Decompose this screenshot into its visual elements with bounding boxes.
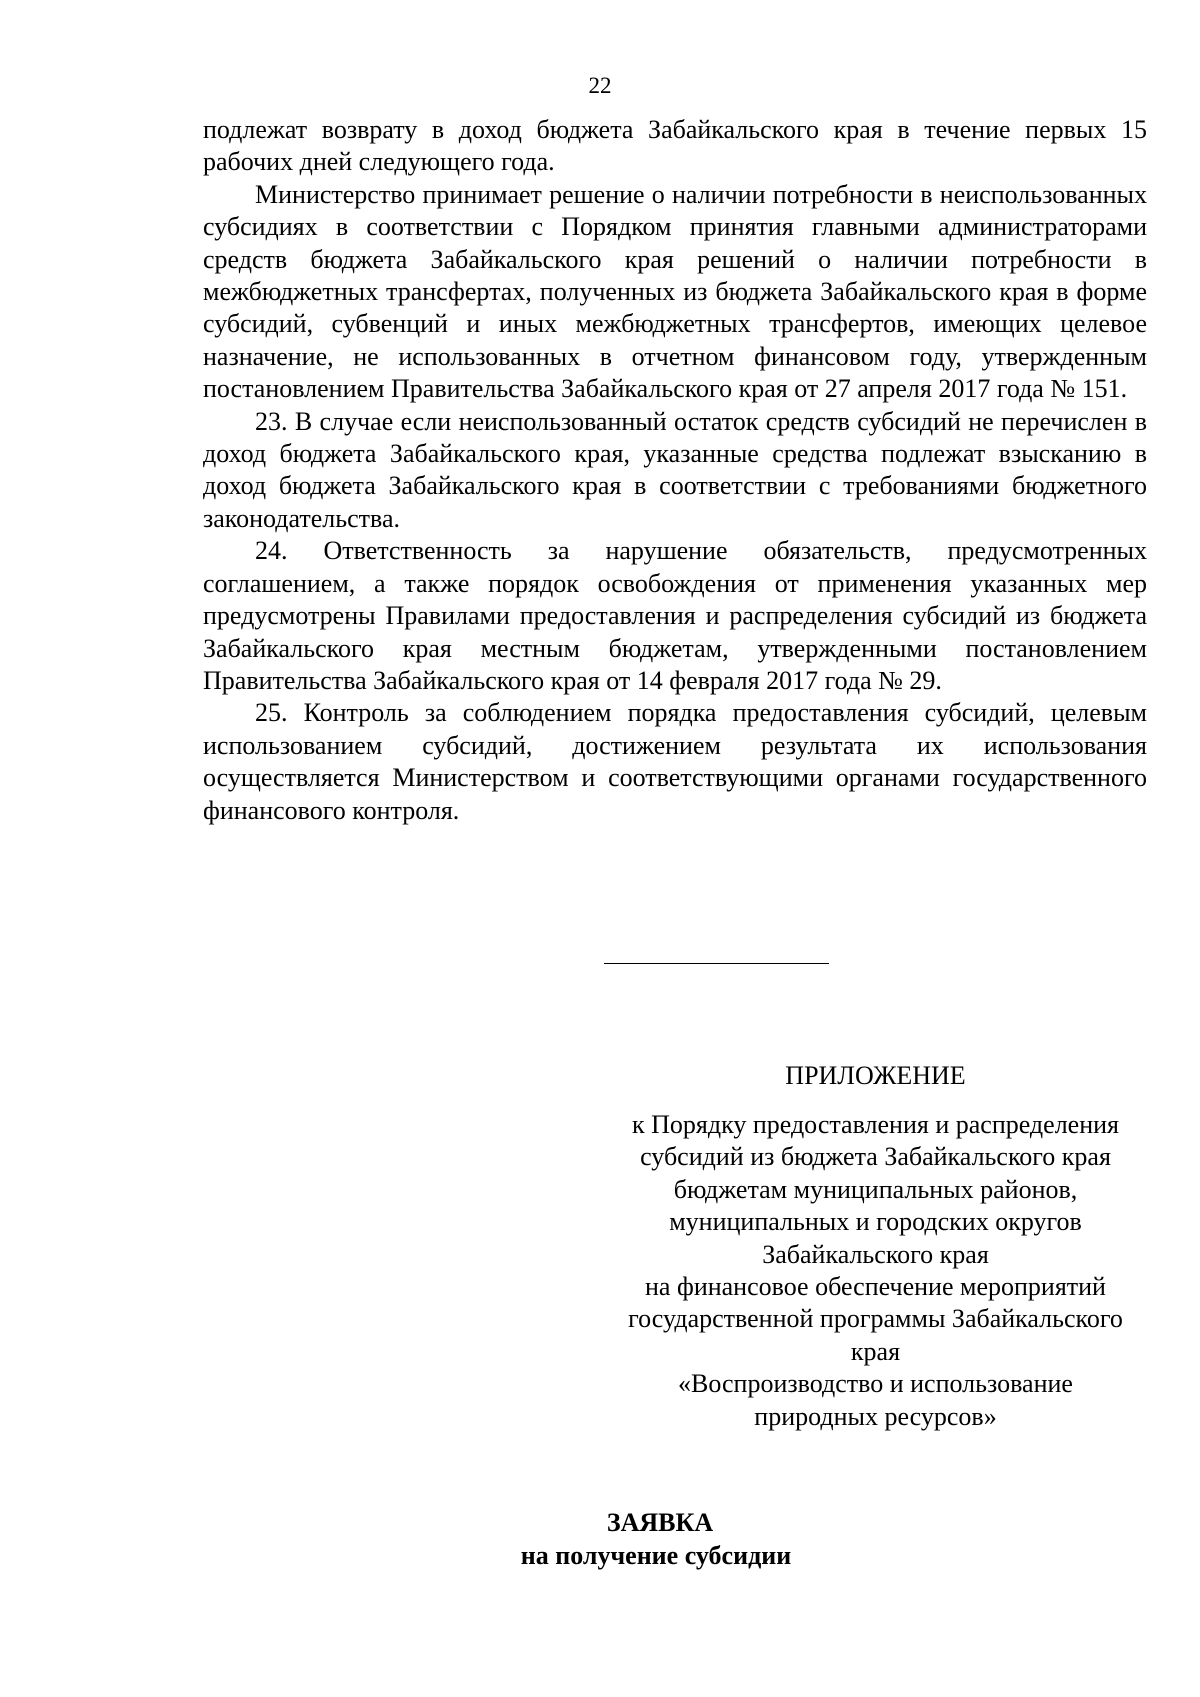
appendix-line: края [850, 1336, 901, 1366]
appendix-block [598, 1060, 1153, 1433]
appendix-line: муниципальных и городских округов [669, 1207, 1082, 1237]
appendix-line: субсидий из бюджета Забайкальского края [640, 1142, 1111, 1172]
body-text [203, 114, 1147, 827]
section-separator-line [604, 963, 829, 964]
paragraph-24: 24. Ответственность за нарушение обязательств, предусмотренных соглашением, а также порядок освобождения от применения указанных мер предусмотрены Правилами предоставления и распределения субсидий из бюджета Забайкальского края местным бюджетам, утвержденными постановлением Правительства Забайкальского края от 14 февраля 2017 года № 29. [203, 536, 1147, 695]
paragraph-25: 25. Контроль за соблюдением порядка предоставления субсидий, целевым использованием субсидий, достижением результата их использования осуществляется Министерством и соответствующими органами государственного финансового контроля. [203, 698, 1147, 825]
appendix-line: на финансовое обеспечение мероприятий [645, 1272, 1106, 1302]
page-number: 22 [588, 73, 612, 98]
appendix-line: государственной программы Забайкальского [628, 1304, 1123, 1334]
appendix-line: природных ресурсов» [754, 1401, 997, 1431]
appendix-line: к Порядку предоставления и распределения [631, 1110, 1120, 1139]
paragraph-ministry-decision: Министерство принимает решение о наличии потребности в неиспользованных субсидиях в соответствии с Порядком принятия главными администраторами средств бюджета Забайкальского края решений о наличии потребности в межбюджетных трансфертах, полученных из бюджета Забайкальского края в форме субсидий, субвенций и иных межбюджетных трансфертов, имеющих целевое назначение, не использованных в отчетном финансовом году, утвержденным постановлением Правительства Забайкальского края от 27 апреля 2017 года № 151. [203, 179, 1147, 404]
appendix-line: бюджетам муниципальных районов, [673, 1174, 1078, 1204]
request-title: ЗАЯВКА [606, 1508, 714, 1537]
appendix-title: ПРИЛОЖЕНИЕ [785, 1061, 966, 1090]
paragraph-continuation: подлежат возврату в доход бюджета Забайкальского края в течение первых 15 рабочих дней следующего года. [203, 115, 1147, 177]
appendix-line: «Воспроизводство и использование [678, 1369, 1073, 1399]
appendix-line: Забайкальского края [762, 1239, 989, 1269]
paragraph-23: 23. В случае если неиспользованный остаток средств субсидий не перечислен в доход бюджета Забайкальского края, указанные средства подлежат взысканию в доход бюджета Забайкальского края в соответствии с требованиями бюджетного законодательства. [203, 406, 1147, 533]
request-subtitle: на получение субсидии [520, 1541, 792, 1570]
request-heading [0, 1506, 1200, 1572]
